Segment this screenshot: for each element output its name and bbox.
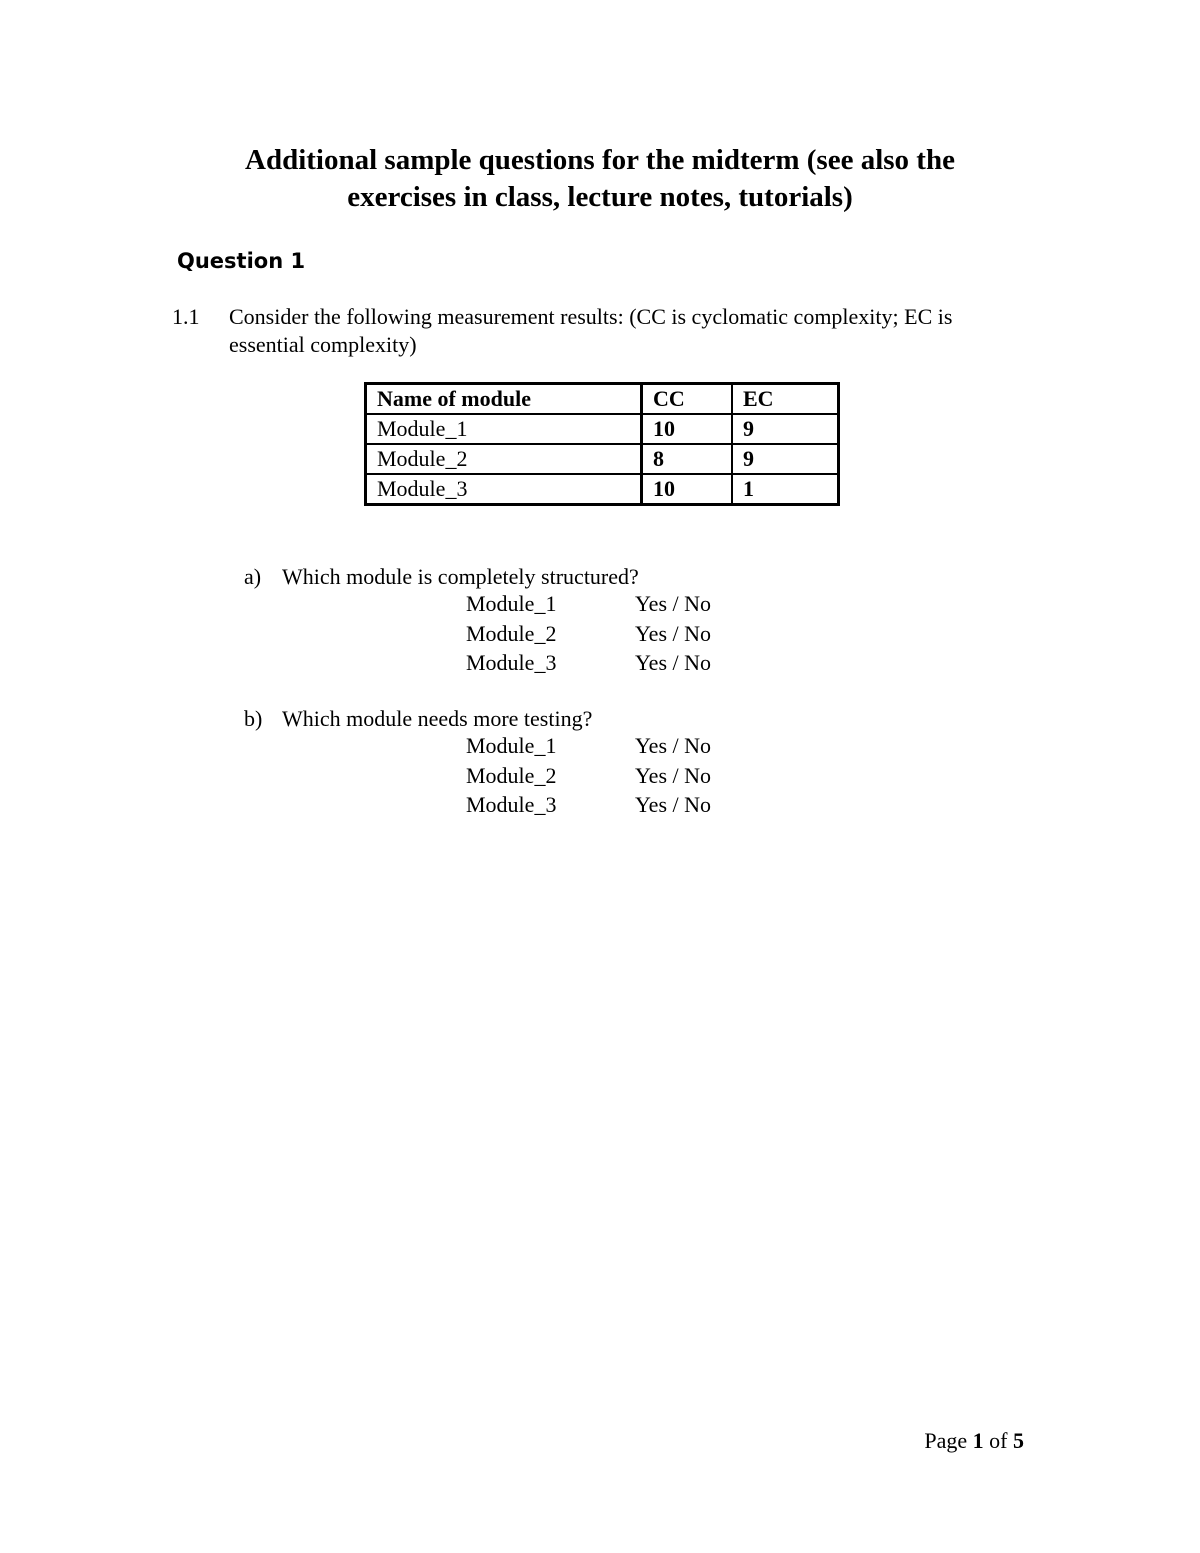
option-answer[interactable]: Yes / No	[635, 762, 712, 788]
table-cell-cc: 10	[642, 414, 733, 444]
table-cell-cc: 10	[642, 474, 733, 505]
question-intro	[172, 303, 952, 359]
table-header-cell: CC	[642, 384, 733, 415]
option-module: Module_3	[466, 650, 557, 675]
table-header-cell: EC	[732, 384, 839, 415]
page-title	[150, 142, 1050, 216]
table-cell-ec: 9	[732, 414, 839, 444]
question-heading: Question 1	[177, 249, 306, 273]
option-module: Module_3	[466, 792, 557, 817]
option-answer[interactable]: Yes / No	[635, 792, 712, 817]
intro-text-line-2: essential complexity)	[229, 332, 417, 357]
part-b-label: b)	[244, 706, 263, 731]
title-line-2: exercises in class, lecture notes, tutorials)	[347, 181, 853, 213]
footer-of-word: of	[989, 1428, 1008, 1453]
list-item	[466, 731, 711, 761]
table-cell-module: Module_3	[366, 474, 642, 505]
list-item	[466, 619, 711, 649]
part-a-label: a)	[244, 564, 262, 589]
table-row	[366, 444, 839, 474]
table-header-cell: Name of module	[366, 384, 642, 415]
intro-text-line-1: Consider the following measurement results: (CC is cyclomatic complexity; EC is	[229, 304, 953, 329]
list-item	[466, 761, 711, 791]
option-answer[interactable]: Yes / No	[635, 650, 712, 675]
option-module: Module_2	[466, 620, 557, 646]
option-module: Module_1	[466, 733, 557, 758]
option-module: Module_1	[466, 591, 557, 616]
footer-page-total: 5	[1013, 1428, 1024, 1453]
option-answer[interactable]: Yes / No	[635, 733, 712, 758]
table-row	[366, 414, 839, 444]
intro-number: 1.1	[172, 304, 200, 329]
list-item	[466, 589, 711, 619]
option-answer[interactable]: Yes / No	[635, 620, 712, 646]
page-footer	[900, 1428, 1024, 1454]
measurement-table	[364, 382, 840, 506]
option-module: Module_2	[466, 762, 557, 788]
table-cell-ec: 1	[732, 474, 839, 505]
part-a-text: Which module is completely structured?	[282, 564, 639, 589]
title-line-1: Additional sample questions for the midterm (see also the	[245, 144, 955, 176]
table-cell-ec: 9	[732, 444, 839, 474]
part-a-options	[466, 589, 711, 678]
table-cell-module: Module_2	[366, 444, 642, 474]
part-b-options	[466, 731, 711, 820]
part-b-question	[244, 705, 592, 733]
table-row	[366, 474, 839, 505]
table-header-row	[366, 384, 839, 415]
list-item	[466, 648, 711, 678]
footer-page-number: 1	[972, 1428, 984, 1453]
list-item	[466, 790, 711, 820]
table-cell-cc: 8	[642, 444, 733, 474]
option-answer[interactable]: Yes / No	[635, 591, 712, 616]
footer-page-word: Page	[924, 1428, 968, 1453]
part-a-question	[244, 563, 639, 591]
table-cell-module: Module_1	[366, 414, 642, 444]
part-b-text: Which module needs more testing?	[282, 706, 593, 731]
